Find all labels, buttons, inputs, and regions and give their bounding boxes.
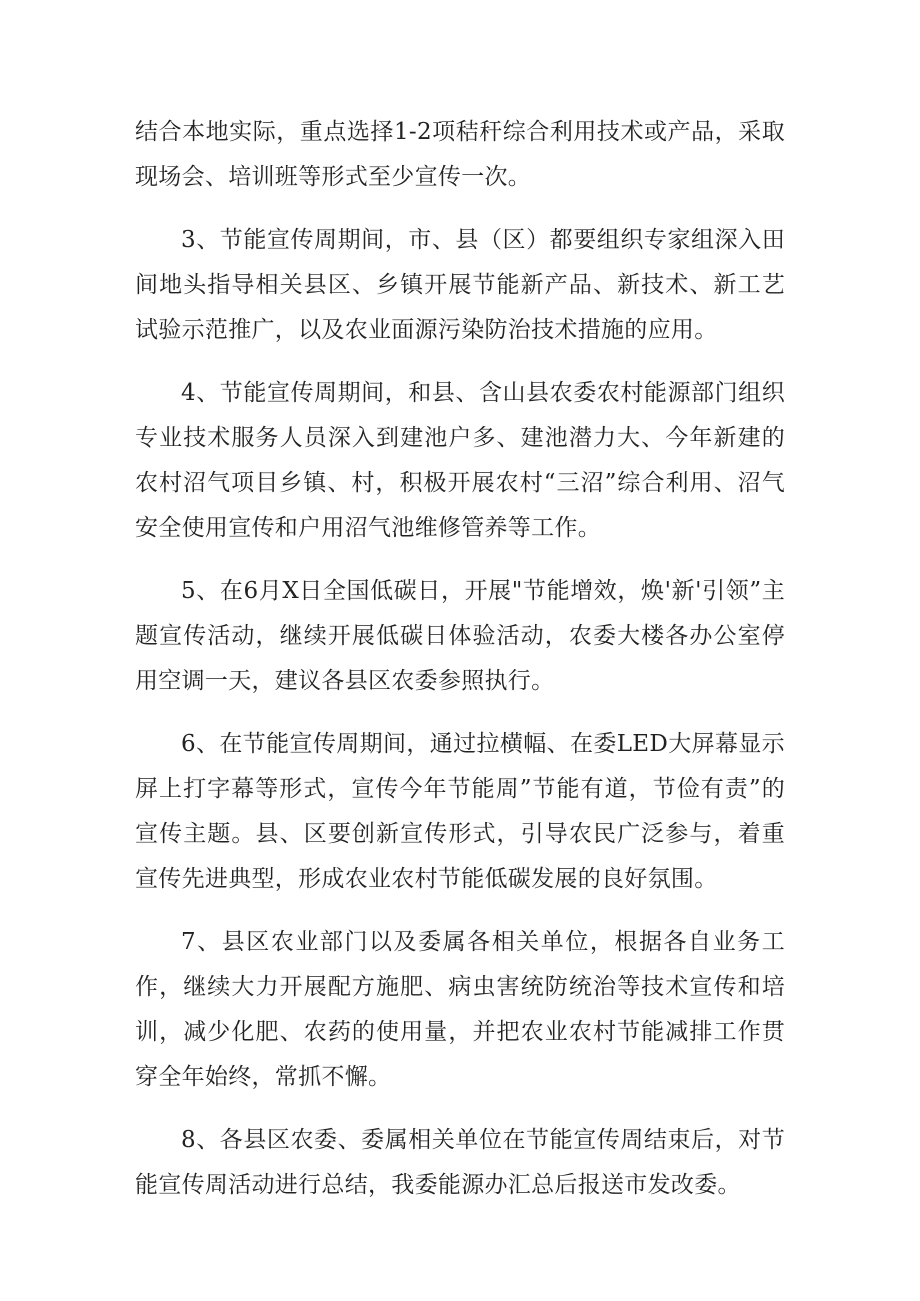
document-body bbox=[135, 110, 785, 1226]
paragraph-item-5: 5、在6月X日全国低碳日，开展"节能增效，焕'新'引领”主题宣传活动，继续开展低碳日体验活动，农委大楼各办公室停用空调一天，建议各县区农委参照执行。 bbox=[135, 578, 785, 694]
paragraph-item-6: 6、在节能宣传周期间，通过拉横幅、在委LED大屏幕显示屏上打字幕等形式，宣传今年节能周”节能有道，节俭有责”的宣传主题。县、区要创新宣传形式，引导农民广泛参与，着重宣传先进典型，形成农业农村节能低碳发展的良好氛围。 bbox=[135, 731, 785, 892]
paragraph-item-4: 4、节能宣传周期间，和县、含山县农委农村能源部门组织专业技术服务人员深入到建池户多、建池潜力大、今年新建的农村沼气项目乡镇、村，积极开展农村“三沼”综合利用、沼气安全使用宣传和户用沼气池维修管养等工作。 bbox=[135, 380, 785, 541]
paragraph-continued: 结合本地实际，重点选择1-2项秸秆综合利用技术或产品，采取现场会、培训班等形式至少宣传一次。 bbox=[135, 119, 785, 190]
paragraph-item-7: 7、县区农业部门以及委属各相关单位，根据各自业务工作，继续大力开展配方施肥、病虫害统防统治等技术宣传和培训，减少化肥、农药的使用量，并把农业农村节能减排工作贯穿全年始终，常抓不懈。 bbox=[135, 929, 785, 1090]
paragraph-item-8: 8、各县区农委、委属相关单位在节能宣传周结束后，对节能宣传周活动进行总结，我委能源办汇总后报送市发改委。 bbox=[135, 1127, 785, 1198]
paragraph-item-3: 3、节能宣传周期间，市、县（区）都要组织专家组深入田间地头指导相关县区、乡镇开展节能新产品、新技术、新工艺试验示范推广，以及农业面源污染防治技术措施的应用。 bbox=[135, 227, 785, 343]
